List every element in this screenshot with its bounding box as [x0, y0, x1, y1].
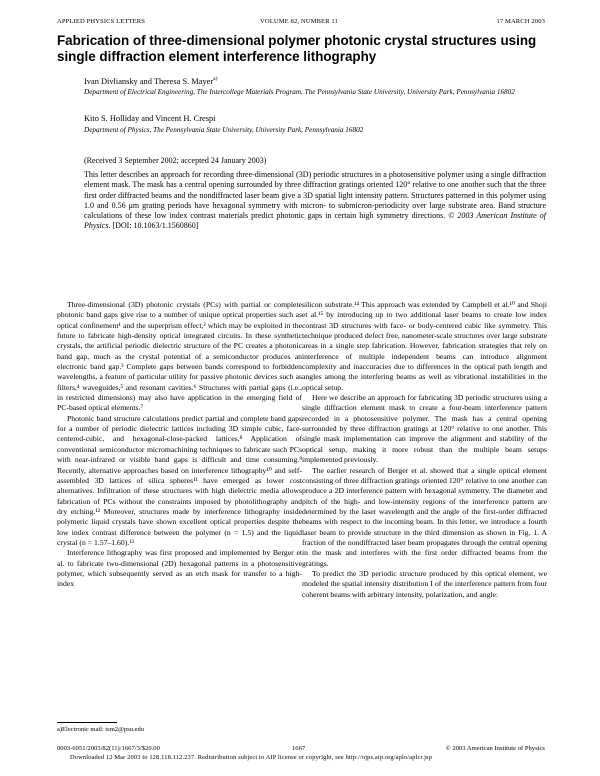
author-footnote-mark: a) [213, 76, 218, 82]
body-paragraph: The earlier research of Berger et al. showed that a single optical element consisting of three diffraction gratings oriented 120° relative to one another can produce a 2D interference pattern with hexagonal symmetry. The diameter and pitch of the high- and low-intensity regions of the interference pattern are determined by the laser wavelength and the angle of the first-order diffracted beams with respect to the incoming beam. In this letter, we introduce a fourth laser beam to provide structure in the third dimension as shown in Fig. 1. A fraction of the nondiffracted laser beam propagates through the central opening in the mask and interferes with the first order diffracted beams from the gratings. [302, 465, 547, 568]
affiliation-2: Department of Physics, The Pennsylvania State University, University Park, Pennsylvania 16802 [84, 126, 364, 134]
journal-name: APPLIED PHYSICS LETTERS [57, 18, 146, 25]
authors-1: Ivan Divliansky and Theresa S. Mayer [84, 76, 214, 86]
abstract-copyright: © 2003 American Institute of Physics. [84, 211, 546, 231]
page-number: 1667 [292, 745, 306, 752]
body-paragraph: To predict the 3D periodic structure produced by this optical element, we modeled the spatial intensity distribution I of the interference pattern from four coherent beams with arbitrary intensity, polarization, and angle: [302, 568, 547, 599]
article-code: 0003-6951/2003/82(11)/1667/3/$20.00 [57, 745, 160, 752]
body-paragraph: Interference lithography was first proposed and implemented by Berger et al. to fabricate two-dimensional (2D) hexagonal patterns in a photosensitive polymer, which subsequently served as an etch mask for transfer to a high-index [57, 548, 302, 589]
received-dates: (Received 3 September 2002; accepted 24 January 2003) [84, 156, 267, 165]
body-paragraph: Photonic band structure calculations predict partial and complete band gaps for a number of periodic dielectric lattices including 3D simple cubic, face-centered-cubic, and hexagonal-close-packed lattices.⁸ Application of conventional semiconductor micromachining techniques to fabricate such PCs with near-infrared or visible band gaps is difficult and time consuming.⁹ Recently, alternative approaches based on interference lithography¹⁰ and self-assembled 3D lattices of silica spheres¹¹ have emerged as lower cost alternatives. Infiltration of these structures with high dielectric media allows fabrication of PCs without the constraints imposed by photolithography and dry etching.¹² Moreover, structures made by interference lithography inside polymeric liquid crystals have shown excellent optical properties despite the low index contrast difference between the polymer (n = 1.5) and the liquid crystal (n = 1.57–1.60).¹³ [57, 413, 302, 547]
download-notice: Downloaded 12 Mar 2003 to 128.118.112.237. Redistribution subject to AIP license or copyright, see http://ojps.aip.org/aplo/aplcr.jsp [70, 754, 433, 761]
issue-date: 17 MARCH 2003 [496, 18, 545, 25]
right-column [302, 300, 547, 600]
footer-copyright: © 2003 American Institute of Physics [445, 745, 545, 752]
footnote: a)Electronic mail: tsm2@psu.edu [57, 726, 145, 733]
volume-number: VOLUME 82, NUMBER 11 [260, 18, 338, 25]
left-column [57, 300, 302, 590]
abstract-text: This letter describes an approach for recording three-dimensional (3D) periodic structures in a photosensitive polymer using a single diffraction element mask. The mask has a central opening surrounded by three diffraction gratings oriented 120° relative to one another such that the three first order diffracted beams and the nondiffracted laser beam give a 3D spatial light intensity pattern. Structures patterned in this polymer using 1.0 and 0.56 μm grating periods have hexagonal symmetry with micron- to submicron-periodicity over large substrate area. Band structure calculations of these low index contrast materials predict photonic gaps in certain high symmetry directions. [84, 170, 546, 221]
body-paragraph: silicon substrate.¹⁴ This approach was extended by Campbell et al.¹⁰ and Shoji et al.¹⁵ by introducing up to two additional laser beams to create low index contrast 3D structures with face- or body-centered cubic like symmetry. This technique produced defect free, nanometer-scale structures over large substrate areas in a single step fabrication. However, fabrication strategies that rely on interference of multiple independent beams can introduce alignment complexity and inaccuracies due to differences in the optical path length and angles among the interfering beams as well as vibrational instabilities in the optical setup. [302, 300, 547, 392]
body-paragraph: Three-dimensional (3D) photonic crystals (PCs) with partial or complete photonic band gaps give rise to a number of unique optical properties such as optical confinement¹ and the superprism effect,² which may be exploited in the future to fabricate high-density optical integrated circuits. In these synthetic crystals, the artificial periodic dielectric structure of the PC creates a photonic band gap, much as the crystal potential of a semiconductor produces an electronic band gap.³ Complete gaps between bands correspond to forbidden wavelengths, a feature of particular utility for passive photonic devices such as filters,⁴ waveguides,⁵ and resonant cavities.⁶ Structures with partial gaps (i.e., in restricted dimensions) may also have application in the emerging field of PC-based optical elements.⁷ [57, 300, 302, 413]
abstract [84, 170, 546, 232]
article-title: Fabrication of three-dimensional polymer photonic crystal structures using single diffraction element interference lithography [57, 33, 537, 64]
authors-2: Kito S. Holliday and Vincent H. Crespi [84, 114, 216, 123]
doi: [DOI: 10.1063/1.1560860] [112, 221, 199, 231]
authors-group-1 [84, 76, 217, 86]
affiliation-1: Department of Electrical Engineering, The Intercollege Materials Program, The Pennsylvania State University, University Park, Pennsylvania 16802 [84, 88, 515, 96]
footnote-rule [57, 722, 117, 723]
body-paragraph: Here we describe an approach for fabricating 3D periodic structures using a single diffraction element mask to create a four-beam interference pattern recorded in a photosensitive polymer. The mask has a central opening surrounded by three diffraction gratings at 120° relative to one another. This single mask implementation can improve the alignment and stability of the optical setup, making it more robust than the multiple beam setups implemented previously. [302, 393, 547, 465]
